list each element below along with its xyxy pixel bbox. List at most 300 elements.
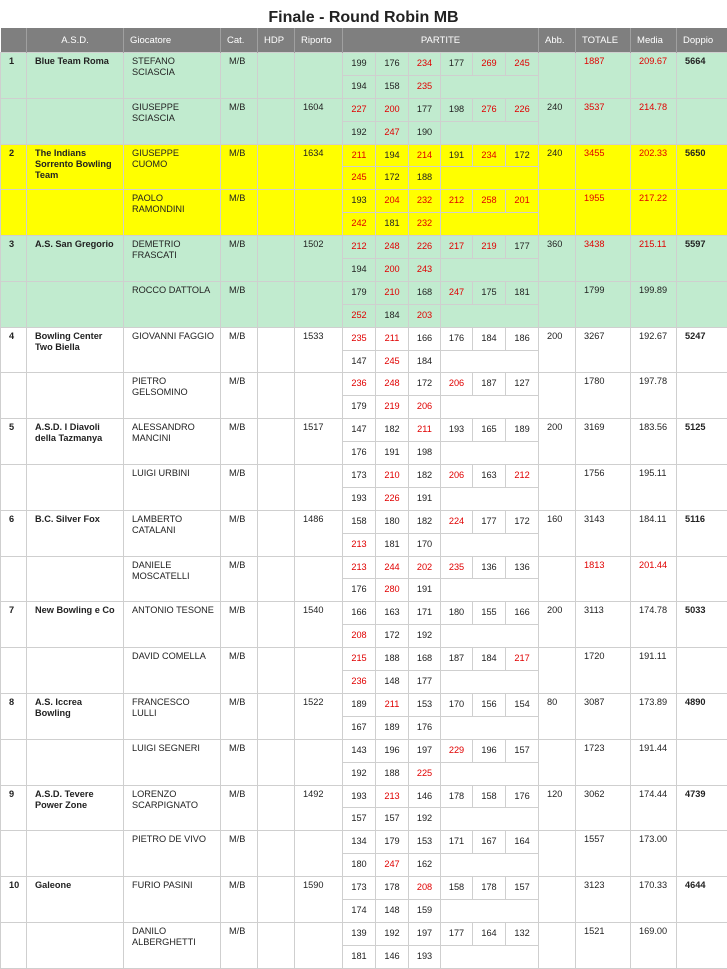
- riporto-cell: 1517: [295, 419, 343, 465]
- empty-game-cell: [441, 716, 539, 739]
- cat-cell: M/B: [221, 602, 258, 648]
- riporto-cell: 1533: [295, 327, 343, 373]
- player-row: [1, 190, 727, 213]
- game-score: 236: [343, 671, 376, 694]
- hdp-cell: [258, 53, 295, 99]
- game-score: 159: [409, 899, 441, 922]
- abb-cell: 240: [539, 98, 576, 144]
- riporto-cell: 1634: [295, 144, 343, 190]
- player-name: LAMBERTO CATALANI: [124, 510, 221, 556]
- game-score: 235: [343, 327, 376, 350]
- game-score: 202: [409, 556, 441, 579]
- game-score: 236: [343, 373, 376, 396]
- abb-cell: [539, 556, 576, 602]
- totale-cell: 3537: [576, 98, 631, 144]
- game-score: 194: [376, 144, 409, 167]
- game-score: 176: [376, 53, 409, 76]
- rank-cell: [1, 739, 27, 785]
- doppio-cell: 5033: [677, 602, 727, 648]
- rank-cell: 3: [1, 236, 27, 282]
- doppio-cell: [677, 648, 727, 694]
- game-score: 158: [473, 785, 506, 808]
- club-cell: Bowling Center Two Biella: [27, 327, 124, 373]
- hdp-cell: [258, 693, 295, 739]
- game-score: 269: [473, 53, 506, 76]
- cat-cell: M/B: [221, 190, 258, 236]
- game-score: 176: [343, 442, 376, 465]
- rank-cell: [1, 465, 27, 511]
- game-score: 177: [409, 671, 441, 694]
- game-score: 155: [473, 602, 506, 625]
- doppio-cell: 5116: [677, 510, 727, 556]
- player-name: FURIO PASINI: [124, 877, 221, 923]
- game-score: 174: [343, 899, 376, 922]
- player-name: DEMETRIO FRASCATI: [124, 236, 221, 282]
- hdp-cell: [258, 877, 295, 923]
- media-cell: 199.89: [631, 281, 677, 327]
- rank-cell: [1, 373, 27, 419]
- game-score: 182: [376, 419, 409, 442]
- player-row: [1, 693, 727, 716]
- totale-cell: 1557: [576, 831, 631, 877]
- game-score: 276: [473, 98, 506, 121]
- game-score: 153: [409, 693, 441, 716]
- totale-cell: 3438: [576, 236, 631, 282]
- game-score: 210: [376, 281, 409, 304]
- player-name: PAOLO RAMONDINI: [124, 190, 221, 236]
- game-score: 177: [473, 510, 506, 533]
- cat-cell: M/B: [221, 510, 258, 556]
- game-score: 192: [376, 922, 409, 945]
- game-score: 194: [343, 259, 376, 282]
- game-score: 179: [343, 396, 376, 419]
- header-rank: [1, 28, 27, 53]
- player-row: [1, 510, 727, 533]
- media-cell: 202.33: [631, 144, 677, 190]
- rank-cell: [1, 98, 27, 144]
- player-row: [1, 419, 727, 442]
- game-score: 180: [343, 854, 376, 877]
- game-score: 181: [506, 281, 539, 304]
- totale-cell: 1756: [576, 465, 631, 511]
- empty-game-cell: [441, 75, 539, 98]
- game-score: 148: [376, 899, 409, 922]
- game-score: 157: [506, 739, 539, 762]
- hdp-cell: [258, 236, 295, 282]
- rank-cell: 7: [1, 602, 27, 648]
- game-score: 147: [343, 419, 376, 442]
- riporto-cell: [295, 373, 343, 419]
- riporto-cell: 1486: [295, 510, 343, 556]
- abb-cell: [539, 281, 576, 327]
- hdp-cell: [258, 327, 295, 373]
- game-score: 213: [343, 533, 376, 556]
- game-score: 181: [376, 533, 409, 556]
- abb-cell: [539, 831, 576, 877]
- game-score: 157: [343, 808, 376, 831]
- doppio-cell: [677, 373, 727, 419]
- riporto-cell: [295, 53, 343, 99]
- game-score: 166: [506, 602, 539, 625]
- game-score: 224: [441, 510, 473, 533]
- abb-cell: 200: [539, 602, 576, 648]
- media-cell: 169.00: [631, 922, 677, 968]
- cat-cell: M/B: [221, 281, 258, 327]
- game-score: 211: [376, 693, 409, 716]
- media-cell: 173.00: [631, 831, 677, 877]
- game-score: 191: [409, 579, 441, 602]
- hdp-cell: [258, 281, 295, 327]
- game-score: 184: [409, 350, 441, 373]
- riporto-cell: [295, 190, 343, 236]
- media-cell: 191.11: [631, 648, 677, 694]
- game-score: 188: [376, 648, 409, 671]
- doppio-cell: [677, 190, 727, 236]
- hdp-cell: [258, 419, 295, 465]
- game-score: 193: [409, 945, 441, 968]
- doppio-cell: [677, 922, 727, 968]
- game-score: 163: [473, 465, 506, 488]
- game-score: 244: [376, 556, 409, 579]
- media-cell: 214.78: [631, 98, 677, 144]
- abb-cell: [539, 877, 576, 923]
- doppio-cell: [677, 465, 727, 511]
- game-score: 158: [343, 510, 376, 533]
- hdp-cell: [258, 465, 295, 511]
- game-score: 167: [343, 716, 376, 739]
- empty-game-cell: [441, 762, 539, 785]
- game-score: 181: [376, 213, 409, 236]
- player-row: [1, 831, 727, 854]
- empty-game-cell: [441, 121, 539, 144]
- game-score: 170: [441, 693, 473, 716]
- empty-game-cell: [441, 854, 539, 877]
- game-score: 186: [506, 327, 539, 350]
- hdp-cell: [258, 373, 295, 419]
- empty-game-cell: [441, 213, 539, 236]
- rank-cell: [1, 648, 27, 694]
- riporto-cell: [295, 922, 343, 968]
- doppio-cell: 5597: [677, 236, 727, 282]
- media-cell: 183.56: [631, 419, 677, 465]
- empty-game-cell: [441, 945, 539, 968]
- media-cell: 192.67: [631, 327, 677, 373]
- empty-game-cell: [441, 304, 539, 327]
- game-score: 175: [473, 281, 506, 304]
- cat-cell: M/B: [221, 144, 258, 190]
- player-name: GIUSEPPE CUOMO: [124, 144, 221, 190]
- player-row: [1, 98, 727, 121]
- empty-game-cell: [441, 671, 539, 694]
- game-score: 192: [343, 121, 376, 144]
- totale-cell: 1780: [576, 373, 631, 419]
- empty-game-cell: [441, 625, 539, 648]
- game-score: 234: [473, 144, 506, 167]
- hdp-cell: [258, 510, 295, 556]
- doppio-cell: [677, 831, 727, 877]
- player-row: [1, 739, 727, 762]
- riporto-cell: 1590: [295, 877, 343, 923]
- game-score: 143: [343, 739, 376, 762]
- club-cell: Blue Team Roma: [27, 53, 124, 99]
- game-score: 193: [343, 190, 376, 213]
- club-cell: A.S. San Gregorio: [27, 236, 124, 282]
- totale-cell: 3169: [576, 419, 631, 465]
- game-score: 208: [343, 625, 376, 648]
- riporto-cell: [295, 281, 343, 327]
- hdp-cell: [258, 648, 295, 694]
- game-score: 247: [441, 281, 473, 304]
- game-score: 171: [441, 831, 473, 854]
- game-score: 136: [473, 556, 506, 579]
- player-name: ANTONIO TESONE: [124, 602, 221, 648]
- game-score: 247: [376, 121, 409, 144]
- game-score: 189: [343, 693, 376, 716]
- game-score: 198: [441, 98, 473, 121]
- game-score: 212: [343, 236, 376, 259]
- game-score: 217: [506, 648, 539, 671]
- totale-cell: 1720: [576, 648, 631, 694]
- club-cell: [27, 739, 124, 785]
- cat-cell: M/B: [221, 785, 258, 831]
- player-row: [1, 922, 727, 945]
- rank-cell: [1, 556, 27, 602]
- game-score: 173: [343, 465, 376, 488]
- player-name: LORENZO SCARPIGNATO: [124, 785, 221, 831]
- game-score: 178: [376, 877, 409, 900]
- game-score: 158: [376, 75, 409, 98]
- club-cell: [27, 281, 124, 327]
- game-score: 196: [376, 739, 409, 762]
- player-row: [1, 373, 727, 396]
- player-row: [1, 556, 727, 579]
- game-score: 280: [376, 579, 409, 602]
- doppio-cell: 4644: [677, 877, 727, 923]
- game-score: 229: [441, 739, 473, 762]
- game-score: 206: [441, 465, 473, 488]
- empty-game-cell: [441, 808, 539, 831]
- player-name: GIOVANNI FAGGIO: [124, 327, 221, 373]
- header-media: Media: [631, 28, 677, 53]
- doppio-cell: [677, 98, 727, 144]
- game-score: 235: [409, 75, 441, 98]
- cat-cell: M/B: [221, 465, 258, 511]
- game-score: 170: [409, 533, 441, 556]
- abb-cell: [539, 53, 576, 99]
- doppio-cell: 5125: [677, 419, 727, 465]
- game-score: 168: [409, 281, 441, 304]
- media-cell: 201.44: [631, 556, 677, 602]
- cat-cell: M/B: [221, 53, 258, 99]
- game-score: 225: [409, 762, 441, 785]
- game-score: 187: [441, 648, 473, 671]
- player-row: [1, 648, 727, 671]
- abb-cell: 120: [539, 785, 576, 831]
- header-totale: TOTALE: [576, 28, 631, 53]
- game-score: 176: [343, 579, 376, 602]
- game-score: 235: [441, 556, 473, 579]
- game-score: 214: [409, 144, 441, 167]
- riporto-cell: 1502: [295, 236, 343, 282]
- empty-game-cell: [441, 396, 539, 419]
- player-name: GIUSEPPE SCIASCIA: [124, 98, 221, 144]
- empty-game-cell: [441, 442, 539, 465]
- game-score: 146: [409, 785, 441, 808]
- media-cell: 197.78: [631, 373, 677, 419]
- hdp-cell: [258, 785, 295, 831]
- player-name: LUIGI SEGNERI: [124, 739, 221, 785]
- media-cell: 174.44: [631, 785, 677, 831]
- player-name: STEFANO SCIASCIA: [124, 53, 221, 99]
- riporto-cell: [295, 831, 343, 877]
- game-score: 180: [376, 510, 409, 533]
- totale-cell: 3062: [576, 785, 631, 831]
- game-score: 201: [506, 190, 539, 213]
- cat-cell: M/B: [221, 373, 258, 419]
- player-name: FRANCESCO LULLI: [124, 693, 221, 739]
- game-score: 212: [441, 190, 473, 213]
- game-score: 192: [343, 762, 376, 785]
- cat-cell: M/B: [221, 98, 258, 144]
- game-score: 206: [409, 396, 441, 419]
- player-name: ROCCO DATTOLA: [124, 281, 221, 327]
- game-score: 215: [343, 648, 376, 671]
- cat-cell: M/B: [221, 739, 258, 785]
- game-score: 176: [441, 327, 473, 350]
- game-score: 166: [343, 602, 376, 625]
- game-score: 146: [376, 945, 409, 968]
- player-name: DANIELE MOSCATELLI: [124, 556, 221, 602]
- player-name: DANILO ALBERGHETTI: [124, 922, 221, 968]
- club-cell: [27, 831, 124, 877]
- riporto-cell: 1540: [295, 602, 343, 648]
- game-score: 200: [376, 259, 409, 282]
- abb-cell: 200: [539, 327, 576, 373]
- game-score: 172: [506, 510, 539, 533]
- game-score: 147: [343, 350, 376, 373]
- rank-cell: [1, 922, 27, 968]
- game-score: 136: [506, 556, 539, 579]
- game-score: 204: [376, 190, 409, 213]
- club-cell: [27, 648, 124, 694]
- game-score: 164: [473, 922, 506, 945]
- header-cat: Cat.: [221, 28, 258, 53]
- game-score: 197: [409, 739, 441, 762]
- game-score: 182: [409, 465, 441, 488]
- cat-cell: M/B: [221, 831, 258, 877]
- game-score: 194: [343, 75, 376, 98]
- riporto-cell: [295, 648, 343, 694]
- doppio-cell: 4739: [677, 785, 727, 831]
- club-cell: A.S.D. Tevere Power Zone: [27, 785, 124, 831]
- game-score: 188: [409, 167, 441, 190]
- game-score: 245: [343, 167, 376, 190]
- media-cell: 173.89: [631, 693, 677, 739]
- cat-cell: M/B: [221, 419, 258, 465]
- game-score: 157: [506, 877, 539, 900]
- totale-cell: 3455: [576, 144, 631, 190]
- hdp-cell: [258, 922, 295, 968]
- doppio-cell: [677, 556, 727, 602]
- game-score: 134: [343, 831, 376, 854]
- doppio-cell: 5664: [677, 53, 727, 99]
- game-score: 173: [343, 877, 376, 900]
- abb-cell: 240: [539, 144, 576, 190]
- header-club: A.S.D.: [27, 28, 124, 53]
- game-score: 227: [343, 98, 376, 121]
- abb-cell: [539, 465, 576, 511]
- game-score: 198: [409, 442, 441, 465]
- cat-cell: M/B: [221, 877, 258, 923]
- game-score: 206: [441, 373, 473, 396]
- player-row: [1, 785, 727, 808]
- riporto-cell: 1522: [295, 693, 343, 739]
- game-score: 178: [473, 877, 506, 900]
- header-row: [1, 28, 727, 53]
- game-score: 219: [376, 396, 409, 419]
- game-score: 234: [409, 53, 441, 76]
- hdp-cell: [258, 556, 295, 602]
- hdp-cell: [258, 831, 295, 877]
- game-score: 199: [343, 53, 376, 76]
- game-score: 247: [376, 854, 409, 877]
- totale-cell: 1521: [576, 922, 631, 968]
- club-cell: B.C. Silver Fox: [27, 510, 124, 556]
- game-score: 211: [343, 144, 376, 167]
- player-name: PIETRO GELSOMINO: [124, 373, 221, 419]
- player-row: [1, 53, 727, 76]
- riporto-cell: [295, 556, 343, 602]
- game-score: 252: [343, 304, 376, 327]
- game-score: 191: [409, 487, 441, 510]
- game-score: 127: [506, 373, 539, 396]
- game-score: 165: [473, 419, 506, 442]
- header-partite: PARTITE: [343, 28, 539, 53]
- doppio-cell: 4890: [677, 693, 727, 739]
- abb-cell: [539, 922, 576, 968]
- club-cell: [27, 922, 124, 968]
- club-cell: A.S. Iccrea Bowling: [27, 693, 124, 739]
- player-name: PIETRO DE VIVO: [124, 831, 221, 877]
- game-score: 162: [409, 854, 441, 877]
- rank-cell: 9: [1, 785, 27, 831]
- player-row: [1, 236, 727, 259]
- game-score: 200: [376, 98, 409, 121]
- abb-cell: [539, 739, 576, 785]
- game-score: 213: [376, 785, 409, 808]
- cat-cell: M/B: [221, 693, 258, 739]
- doppio-cell: 5650: [677, 144, 727, 190]
- totale-cell: 1955: [576, 190, 631, 236]
- doppio-cell: [677, 739, 727, 785]
- game-score: 191: [376, 442, 409, 465]
- game-score: 171: [409, 602, 441, 625]
- game-score: 172: [409, 373, 441, 396]
- game-score: 243: [409, 259, 441, 282]
- game-score: 191: [441, 144, 473, 167]
- cat-cell: M/B: [221, 556, 258, 602]
- media-cell: 209.67: [631, 53, 677, 99]
- game-score: 211: [409, 419, 441, 442]
- header-abb: Abb.: [539, 28, 576, 53]
- totale-cell: 3113: [576, 602, 631, 648]
- header-doppio: Doppio: [677, 28, 727, 53]
- game-score: 242: [343, 213, 376, 236]
- game-score: 163: [376, 602, 409, 625]
- game-score: 188: [376, 762, 409, 785]
- game-score: 211: [376, 327, 409, 350]
- media-cell: 217.22: [631, 190, 677, 236]
